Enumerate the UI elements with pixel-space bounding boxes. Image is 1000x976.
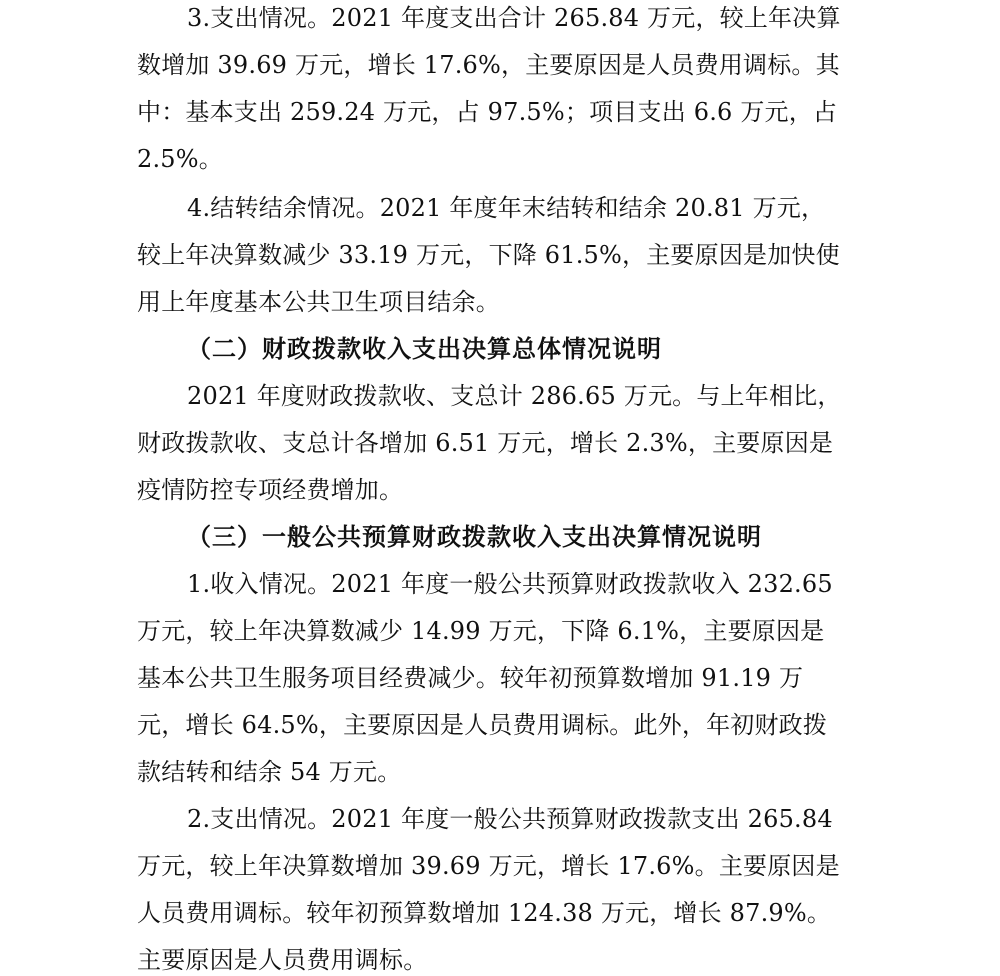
section-heading-2: （二）财政拨款收入支出决算总体情况说明 <box>187 334 662 363</box>
paragraph-expenditure-2-line-2: 万元，较上年决算数增加 39.69 万元，增长 17.6%。主要原因是 <box>137 852 840 880</box>
paragraph-balance-4-line-1: 4.结转结余情况。2021 年度年末结转和结余 20.81 万元， <box>187 194 826 222</box>
paragraph-income-1-line-2: 万元，较上年决算数减少 14.99 万元，下降 6.1%，主要原因是 <box>137 617 825 645</box>
paragraph-fiscal-overall-line-2: 财政拨款收、支总计各增加 6.51 万元，增长 2.3%，主要原因是 <box>137 429 834 457</box>
paragraph-fiscal-overall-line-3: 疫情防控专项经费增加。 <box>137 476 404 504</box>
paragraph-income-1-line-4: 元，增长 64.5%，主要原因是人员费用调标。此外，年初财政拨 <box>137 711 828 739</box>
paragraph-balance-4-line-3: 用上年度基本公共卫生项目结余。 <box>137 288 500 316</box>
paragraph-expenditure-3-line-3: 中：基本支出 259.24 万元，占 97.5%；项目支出 6.6 万元，占 <box>137 98 838 126</box>
paragraph-expenditure-2-line-4: 主要原因是人员费用调标。 <box>137 946 428 974</box>
paragraph-expenditure-3-line-4: 2.5%。 <box>137 145 223 173</box>
paragraph-fiscal-overall-line-1: 2021 年度财政拨款收、支总计 286.65 万元。与上年相比， <box>187 382 842 410</box>
paragraph-balance-4-line-2: 较上年决算数减少 33.19 万元，下降 61.5%，主要原因是加快使 <box>137 241 840 269</box>
paragraph-income-1-line-5: 款结转和结余 54 万元。 <box>137 758 402 786</box>
paragraph-expenditure-2-line-3: 人员费用调标。较年初预算数增加 124.38 万元，增长 87.9%。 <box>137 899 832 927</box>
paragraph-expenditure-3-line-2: 数增加 39.69 万元，增长 17.6%，主要原因是人员费用调标。其 <box>137 51 840 79</box>
paragraph-expenditure-2-line-1: 2.支出情况。2021 年度一般公共预算财政拨款支出 265.84 <box>187 805 833 833</box>
paragraph-income-1-line-1: 1.收入情况。2021 年度一般公共预算财政拨款收入 232.65 <box>187 570 833 598</box>
section-heading-3: （三）一般公共预算财政拨款收入支出决算情况说明 <box>187 522 762 551</box>
paragraph-income-1-line-3: 基本公共卫生服务项目经费减少。较年初预算数增加 91.19 万 <box>137 664 804 692</box>
paragraph-expenditure-3-line-1: 3.支出情况。2021 年度支出合计 265.84 万元，较上年决算 <box>187 4 841 32</box>
